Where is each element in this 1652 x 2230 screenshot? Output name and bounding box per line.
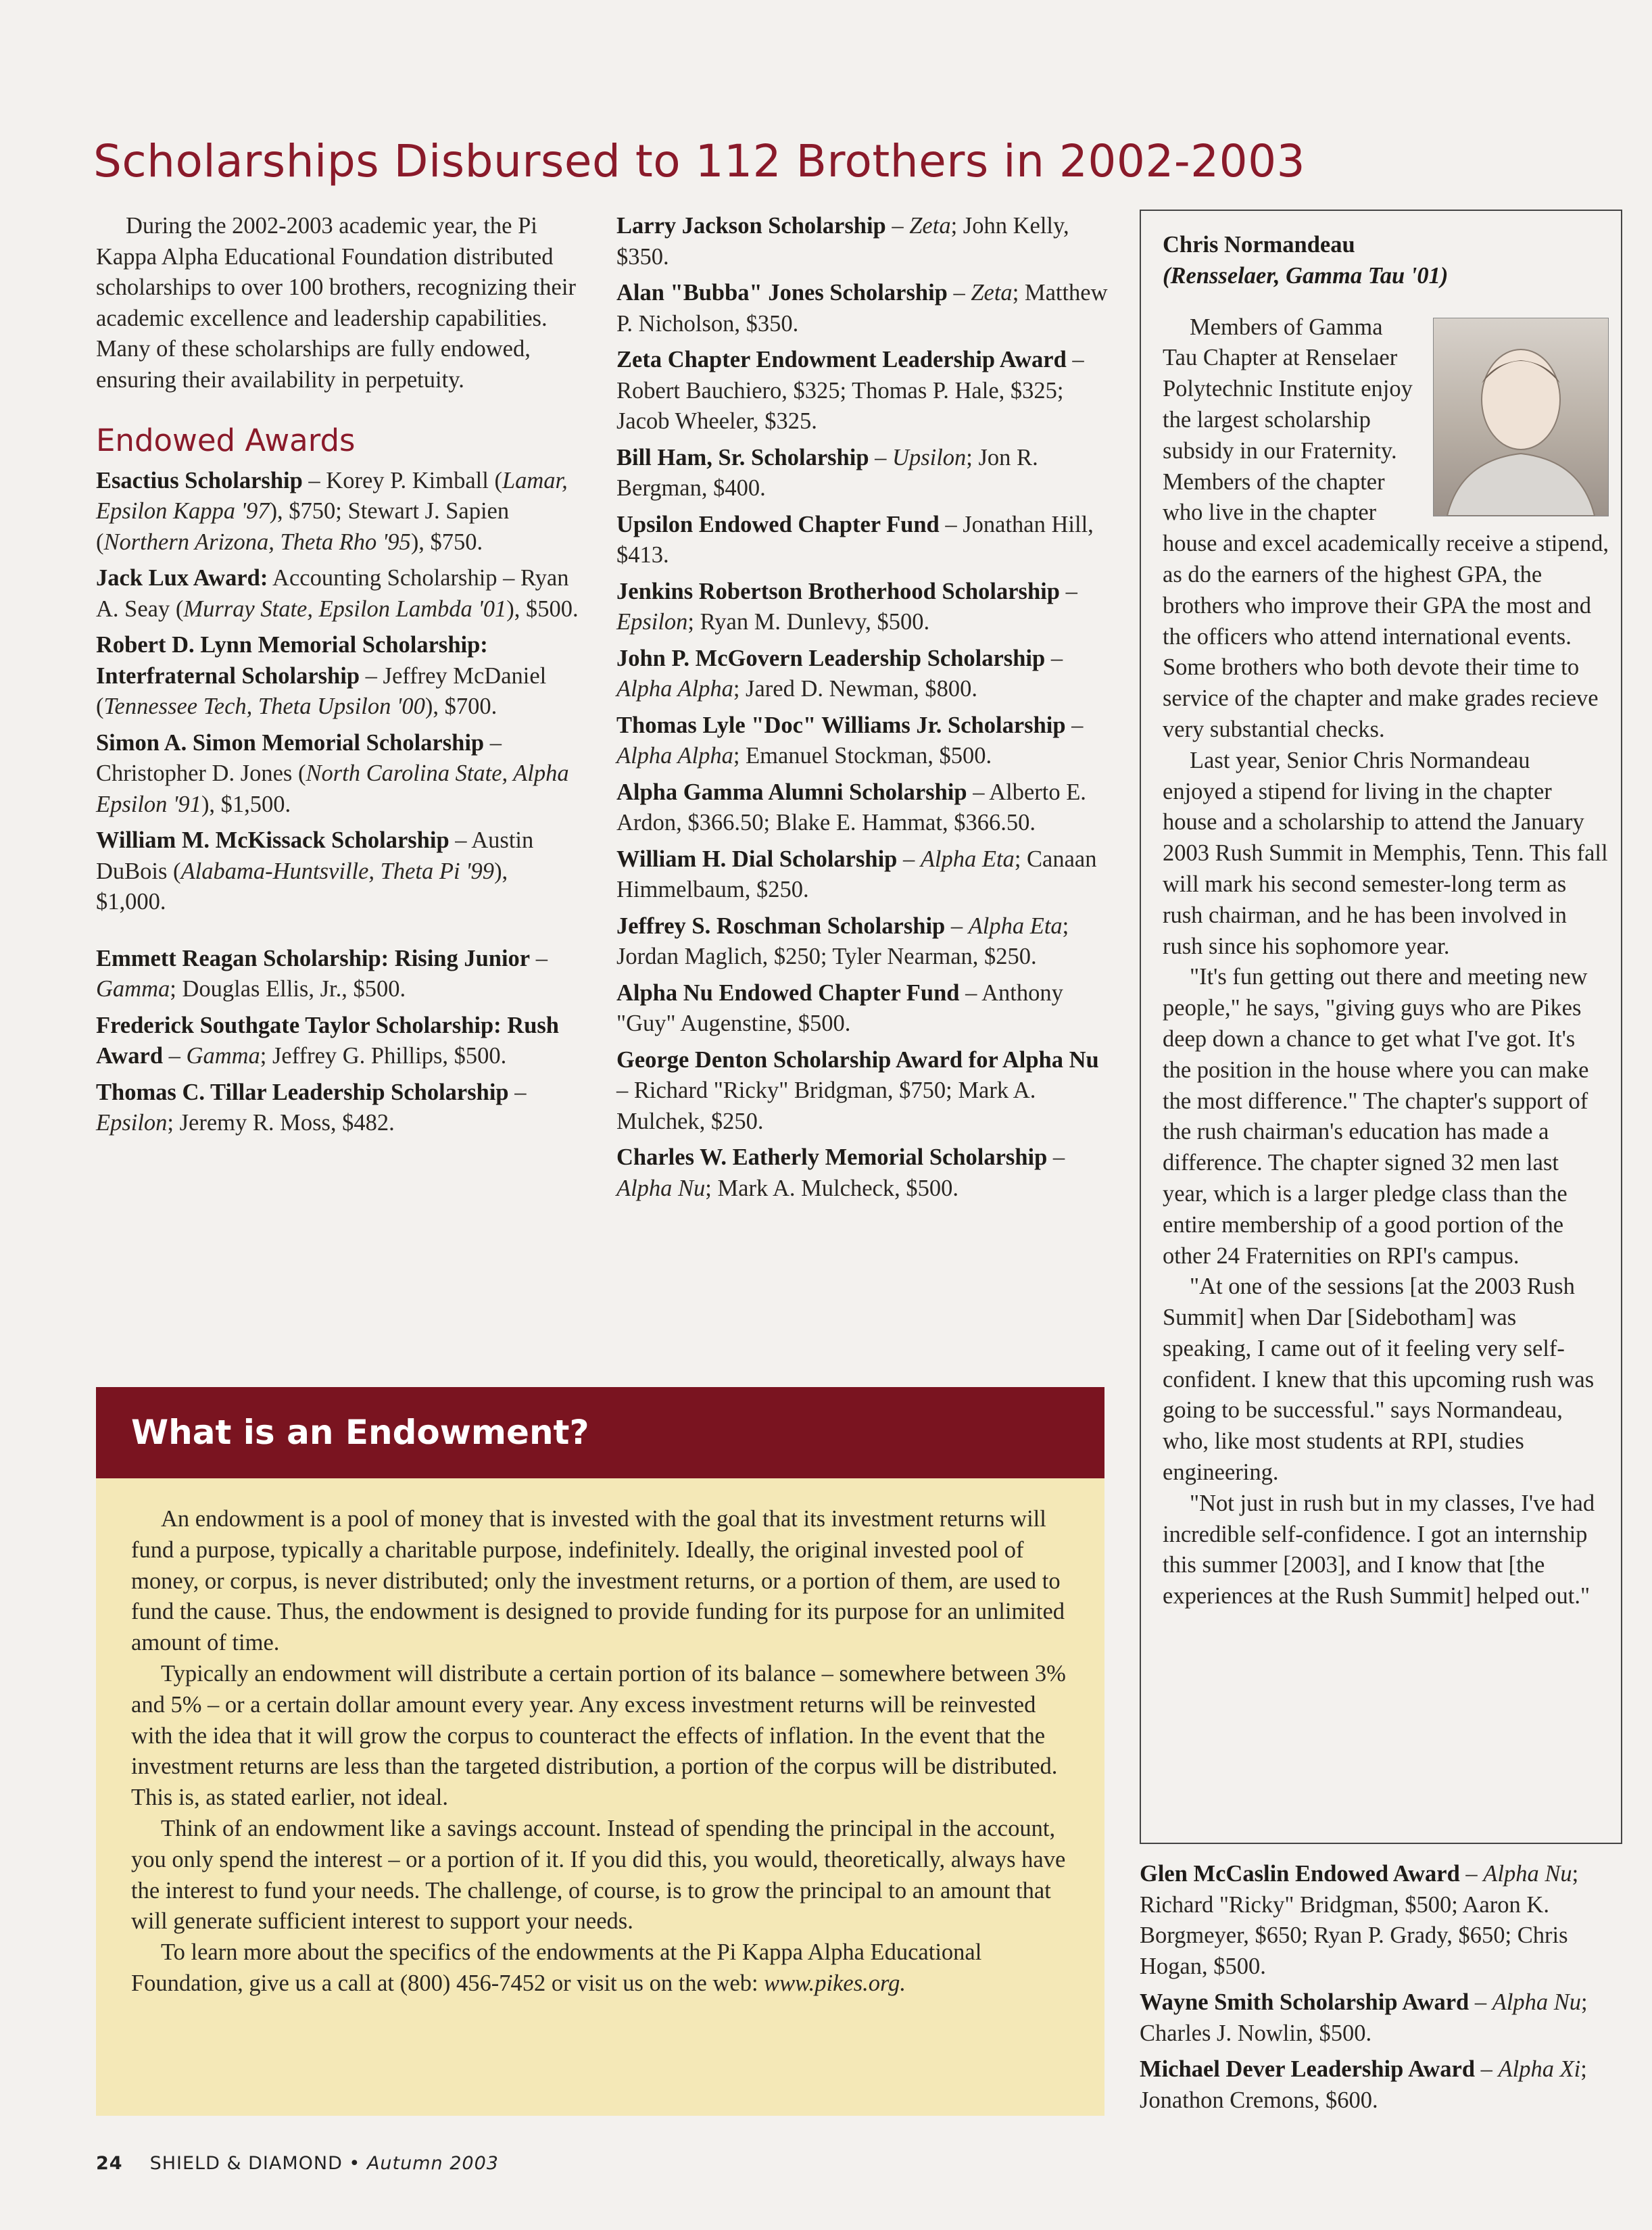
- award-name: Zeta Chapter Endowment Leadership Award: [616, 347, 1067, 372]
- award-separator: –: [616, 1077, 634, 1103]
- award-recipient: ; Richard "Ricky" Bridgman, $500; Aaron K. Borgmeyer, $650; Ryan P. Grady, $650; Chris Hogan, $500.: [1140, 1861, 1579, 1979]
- award-chapter: Gamma: [186, 1043, 260, 1069]
- endowment-paragraph: Think of an endowment like a savings account. Instead of spending the principal in the account, you only spend the interest – or a portion of it. If you did this, you would, theoretically, always have the interest to fund your needs. The challenge, of course, is to grow the principal to an amount that will generate sufficient interest to support your needs.: [131, 1815, 1066, 1935]
- award-entry: [96, 466, 583, 558]
- award-entry: [616, 278, 1110, 339]
- award-chapter: Zeta: [971, 280, 1013, 306]
- award-chapter: Epsilon: [616, 609, 688, 635]
- award-name: Thomas C. Tillar Leadership Scholarship: [96, 1079, 509, 1105]
- award-name: Michael Dever Leadership Award: [1140, 2056, 1476, 2082]
- award-recipient: ; Matthew P. Nicholson, $350.: [616, 280, 1108, 337]
- award-name: Alpha Nu Endowed Chapter Fund: [616, 979, 960, 1006]
- award-recipient: ; Douglas Ellis, Jr., $500.: [170, 976, 406, 1002]
- page-footer: [96, 2153, 499, 2174]
- award-separator: –: [1047, 1144, 1065, 1170]
- award-recipient: ; Charles J. Nowlin, $500.: [1140, 1989, 1588, 2046]
- award-name: Emmett Reagan Scholarship: Rising Junior: [96, 945, 531, 971]
- award-chapter: Epsilon: [96, 1110, 168, 1136]
- award-name: Robert D. Lynn Memorial Scholarship: Interfraternal Scholarship: [96, 632, 488, 689]
- award-recipient: Anthony "Guy" Augenstine, $500.: [616, 979, 1063, 1036]
- award-entry: [616, 345, 1110, 437]
- award-name: Esactius Scholarship: [96, 467, 303, 493]
- award-list-2: [616, 211, 1110, 1204]
- award-separator: –: [967, 779, 990, 805]
- profile-paragraph: "At one of the sessions [at the 2003 Rush Summit] when Dar [Sidebotham] was speaking, I came out of it feeling very self-confident. I knew that this upcoming rush was going to be successful." says Normandeau, who, like most students at RPI, studies engineering.: [1163, 1274, 1595, 1486]
- portrait-photo: [1433, 318, 1609, 516]
- award-recipient: ), $1,500.: [201, 791, 291, 817]
- award-recipient: Jonathan Hill, $413.: [616, 511, 1094, 568]
- award-name: Frederick Southgate Taylor Scholarship: Rush Award: [96, 1012, 559, 1069]
- award-recipient: Robert Bauchiero, $325; Thomas P. Hale, $325; Jacob Wheeler, $325.: [616, 377, 1064, 434]
- award-entry: [616, 911, 1110, 973]
- award-entry: [616, 510, 1110, 571]
- award-recipient: ; Emanuel Stockman, $500.: [733, 743, 992, 769]
- award-recipient: ; Jeremy R. Moss, $482.: [167, 1110, 395, 1136]
- award-separator: –: [484, 729, 502, 756]
- column-3: [1140, 1859, 1640, 2121]
- award-recipient: Alberto E. Ardon, $366.50; Blake E. Hammat, $366.50.: [616, 779, 1086, 835]
- award-separator: –: [360, 662, 383, 689]
- award-entry: [96, 728, 583, 821]
- award-entry: [96, 1077, 583, 1139]
- endowment-paragraph: An endowment is a pool of money that is invested with the goal that its investment returns will fund a purpose, typically a charitable purpose, indefinitely. Ideally, the original invested pool of money, or corpus, is never distributed; only the investment returns, or a portion of them, are used to fund the cause. Thus, the endowment is designed to provide funding for its purpose for an unlimited amount of time.: [131, 1506, 1065, 1656]
- award-entry: [616, 443, 1110, 504]
- award-list-3: [1140, 1859, 1640, 2116]
- award-chapter: Alpha Xi: [1498, 2056, 1581, 2082]
- endowment-box-heading: What is an Endowment?: [96, 1387, 1104, 1478]
- award-recipient: ; Jared D. Newman, $800.: [733, 676, 978, 702]
- award-recipient: ; Jon R. Bergman, $400.: [616, 444, 1038, 501]
- award-name: William H. Dial Scholarship: [616, 846, 898, 872]
- award-recipient: ; John Kelly, $350.: [616, 213, 1069, 270]
- award-separator: –: [449, 827, 472, 853]
- award-chapter: Tennessee Tech, Theta Upsilon '00: [103, 694, 425, 719]
- issue-season: Autumn 2003: [366, 2153, 499, 2174]
- award-recipient: Christopher D. Jones (: [96, 760, 306, 786]
- award-recipient: ), $1,000.: [96, 858, 508, 915]
- intro-paragraph: During the 2002-2003 academic year, the Pi Kappa Alpha Educational Foundation distributed scholarships to over 100 brothers, recognizing their academic excellence and leadership capabilities. Many of these scholarships are fully endowed, ensuring their availability in perpetuity.: [96, 213, 576, 393]
- award-entry: [96, 1011, 583, 1072]
- award-chapter: Zeta: [909, 213, 951, 239]
- award-separator: –: [897, 846, 921, 872]
- profile-paragraph: Last year, Senior Chris Normandeau enjoyed a stipend for living in the chapter house and a scholarship to attend the January 2003 Rush Summit in Memphis, Tenn. This fall will mark his second semester-long term as rush chairman, and he has been involved in rush since his sophomore year.: [1163, 747, 1608, 959]
- award-entry: [96, 944, 583, 1005]
- award-name: Charles W. Eatherly Memorial Scholarship: [616, 1144, 1048, 1170]
- profile-name: Chris Normandeau: [1163, 232, 1355, 258]
- award-separator: –: [1469, 1989, 1492, 2015]
- award-name: Jenkins Robertson Brotherhood Scholarship: [616, 578, 1060, 604]
- award-recipient: ), $500.: [506, 596, 579, 622]
- award-name: Simon A. Simon Memorial Scholarship: [96, 729, 485, 756]
- award-entry: [616, 1142, 1110, 1204]
- award-separator: –: [939, 511, 963, 537]
- award-separator: –: [869, 444, 893, 470]
- award-chapter: Alpha Alpha: [616, 676, 733, 702]
- award-recipient: ), $750.: [410, 529, 483, 555]
- award-recipient: Jeffrey McDaniel (: [96, 662, 547, 719]
- endowment-contact-paragraph: To learn more about the specifics of the endowments at the Pi Kappa Alpha Educational Foundation, give us a call at (800) 456-7452 or visit us on the web: www.pikes.org.: [131, 1939, 982, 1996]
- award-chapter: Alpha Eta: [968, 913, 1063, 939]
- award-recipient: ; Jordan Maglich, $250; Tyler Nearman, $250.: [616, 913, 1069, 969]
- award-chapter: Northern Arizona, Theta Rho '95: [103, 529, 411, 555]
- award-recipient: Korey P. Kimball (: [326, 467, 502, 493]
- endowment-box-body: [96, 1478, 1104, 2116]
- award-chapter: Alpha Alpha: [616, 743, 733, 769]
- award-entry: [96, 825, 583, 918]
- award-recipient: ; Jonathon Cremons, $600.: [1140, 2056, 1587, 2113]
- award-chapter: Lamar, Epsilon Kappa '97: [96, 467, 568, 524]
- award-chapter: Alpha Nu: [1483, 1861, 1572, 1887]
- award-list-1: [96, 466, 583, 1139]
- award-separator: –: [885, 213, 910, 239]
- award-name: Jeffrey S. Roschman Scholarship: [616, 913, 946, 939]
- sidebar-profile: [1140, 210, 1622, 1844]
- section-heading: Endowed Awards: [96, 422, 356, 458]
- profile-paragraph: "Not just in rush but in my classes, I've had incredible self-confidence. I got an internship this summer [2003], and I know that [the experiences at the Rush Summit] helped out.": [1163, 1490, 1595, 1609]
- award-entry: [616, 211, 1110, 272]
- award-entry: [1140, 2054, 1640, 2116]
- award-name: John P. McGovern Leadership Scholarship: [616, 645, 1046, 671]
- award-entry: [616, 710, 1110, 772]
- award-chapter: Alabama-Huntsville, Theta Pi '99: [180, 858, 495, 884]
- website-link[interactable]: www.pikes.org.: [764, 1970, 906, 1996]
- award-recipient: ), $700.: [424, 694, 497, 719]
- award-name: Thomas Lyle "Doc" Williams Jr. Scholarship: [616, 712, 1066, 738]
- award-name: Alpha Gamma Alumni Scholarship: [616, 779, 967, 805]
- award-chapter: Upsilon: [892, 444, 967, 470]
- award-recipient: ; Canaan Himmelbaum, $250.: [616, 846, 1097, 902]
- profile-paragraph: "It's fun getting out there and meeting new people," he says, "giving guys who are Pikes deep down a chance to get what I've got. It's the position in the house where you can make the most difference." The chapter's support of the rush chairman's education has made a difference. The chapter signed 32 men last year, which is a larger pledge class than the entire membership of a good portion of the other 24 Fraternities on RPI's campus.: [1163, 964, 1589, 1269]
- award-name: William M. McKissack Scholarship: [96, 827, 450, 853]
- award-separator: –: [945, 913, 969, 939]
- profile-paragraph: Members of Gamma Tau Chapter at Renselaer Polytechnic Institute enjoy the largest scholarship subsidy in our Fraternity. Members of the chapter who live in the chapter house and excel academically receive a stipend, as do the earners of the highest GPA, the brothers who improve their GPA the most and the officers who attend international events. Some brothers who both devote their time to service of the chapter and make grades recieve very substantial checks.: [1163, 314, 1609, 742]
- award-chapter: Murray State, Epsilon Lambda '01: [183, 596, 507, 622]
- award-separator: –: [1066, 347, 1084, 372]
- award-separator: –: [530, 945, 548, 971]
- award-entry: [616, 644, 1110, 705]
- award-name: Alan "Bubba" Jones Scholarship: [616, 280, 948, 306]
- award-chapter: Alpha Nu: [1492, 1989, 1582, 2015]
- column-2: [616, 211, 1110, 1209]
- award-name: Glen McCaslin Endowed Award: [1140, 1861, 1460, 1887]
- award-name: Wayne Smith Scholarship Award: [1140, 1989, 1469, 2015]
- award-name: Larry Jackson Scholarship: [616, 213, 886, 239]
- award-recipient: Accounting Scholarship – Ryan A. Seay (: [96, 565, 569, 622]
- profile-affiliation: (Rensselaer, Gamma Tau '01): [1163, 262, 1449, 289]
- award-entry: [616, 777, 1110, 839]
- award-name: Upsilon Endowed Chapter Fund: [616, 511, 940, 537]
- award-chapter: Alpha Eta: [920, 846, 1015, 872]
- award-recipient: Richard "Ricky" Bridgman, $750; Mark A. Mulchek, $250.: [616, 1077, 1036, 1134]
- award-entry: [1140, 1987, 1640, 2049]
- award-separator: –: [1065, 712, 1084, 738]
- award-separator: –: [959, 979, 982, 1006]
- award-separator: –: [1459, 1861, 1484, 1887]
- award-recipient: Austin DuBois (: [96, 827, 534, 884]
- award-recipient: ; Mark A. Mulcheck, $500.: [705, 1175, 958, 1201]
- award-separator: –: [1059, 578, 1077, 604]
- award-entry: [616, 978, 1110, 1040]
- award-name: George Denton Scholarship Award for Alpha Nu: [616, 1046, 1099, 1073]
- award-entry: [616, 577, 1110, 638]
- award-entry: [616, 844, 1110, 906]
- award-entry: [616, 1045, 1110, 1138]
- profile-text: [1163, 312, 1609, 1612]
- award-separator: –: [302, 467, 326, 493]
- award-name: Jack Lux Award:: [96, 565, 268, 591]
- award-chapter: Gamma: [96, 976, 170, 1002]
- award-separator: –: [1475, 2056, 1499, 2082]
- award-entry: [1140, 1859, 1640, 1982]
- award-separator: –: [947, 280, 971, 306]
- award-recipient: ), $750; Stewart J. Sapien (: [96, 498, 510, 555]
- award-separator: –: [508, 1079, 527, 1105]
- award-separator: –: [1045, 645, 1063, 671]
- column-1: [96, 211, 583, 1144]
- page-title: Scholarships Disbursed to 112 Brothers in 2002-2003: [93, 135, 1306, 187]
- endowment-paragraph: Typically an endowment will distribute a certain portion of its balance – somewhere between 3% and 5% – or a certain dollar amount every year. Any excess investment returns will be reinvested with the idea that it will grow the corpus to counteract the effects of inflation. In the event that the investment returns are less than the targeted distribution, a portion of the corpus will be distributed. This is, as stated earlier, not ideal.: [131, 1660, 1066, 1811]
- award-separator: –: [163, 1043, 187, 1069]
- page-number: 24: [96, 2153, 123, 2174]
- award-recipient: ; Ryan M. Dunlevy, $500.: [687, 609, 930, 635]
- award-recipient: ; Jeffrey G. Phillips, $500.: [260, 1043, 507, 1069]
- award-entry: [96, 563, 583, 625]
- award-entry: [96, 630, 583, 723]
- award-name: Bill Ham, Sr. Scholarship: [616, 444, 869, 470]
- publication-name: SHIELD & DIAMOND •: [149, 2153, 367, 2174]
- award-chapter: Alpha Nu: [616, 1175, 706, 1201]
- award-chapter: North Carolina State, Alpha Epsilon '91: [96, 760, 569, 817]
